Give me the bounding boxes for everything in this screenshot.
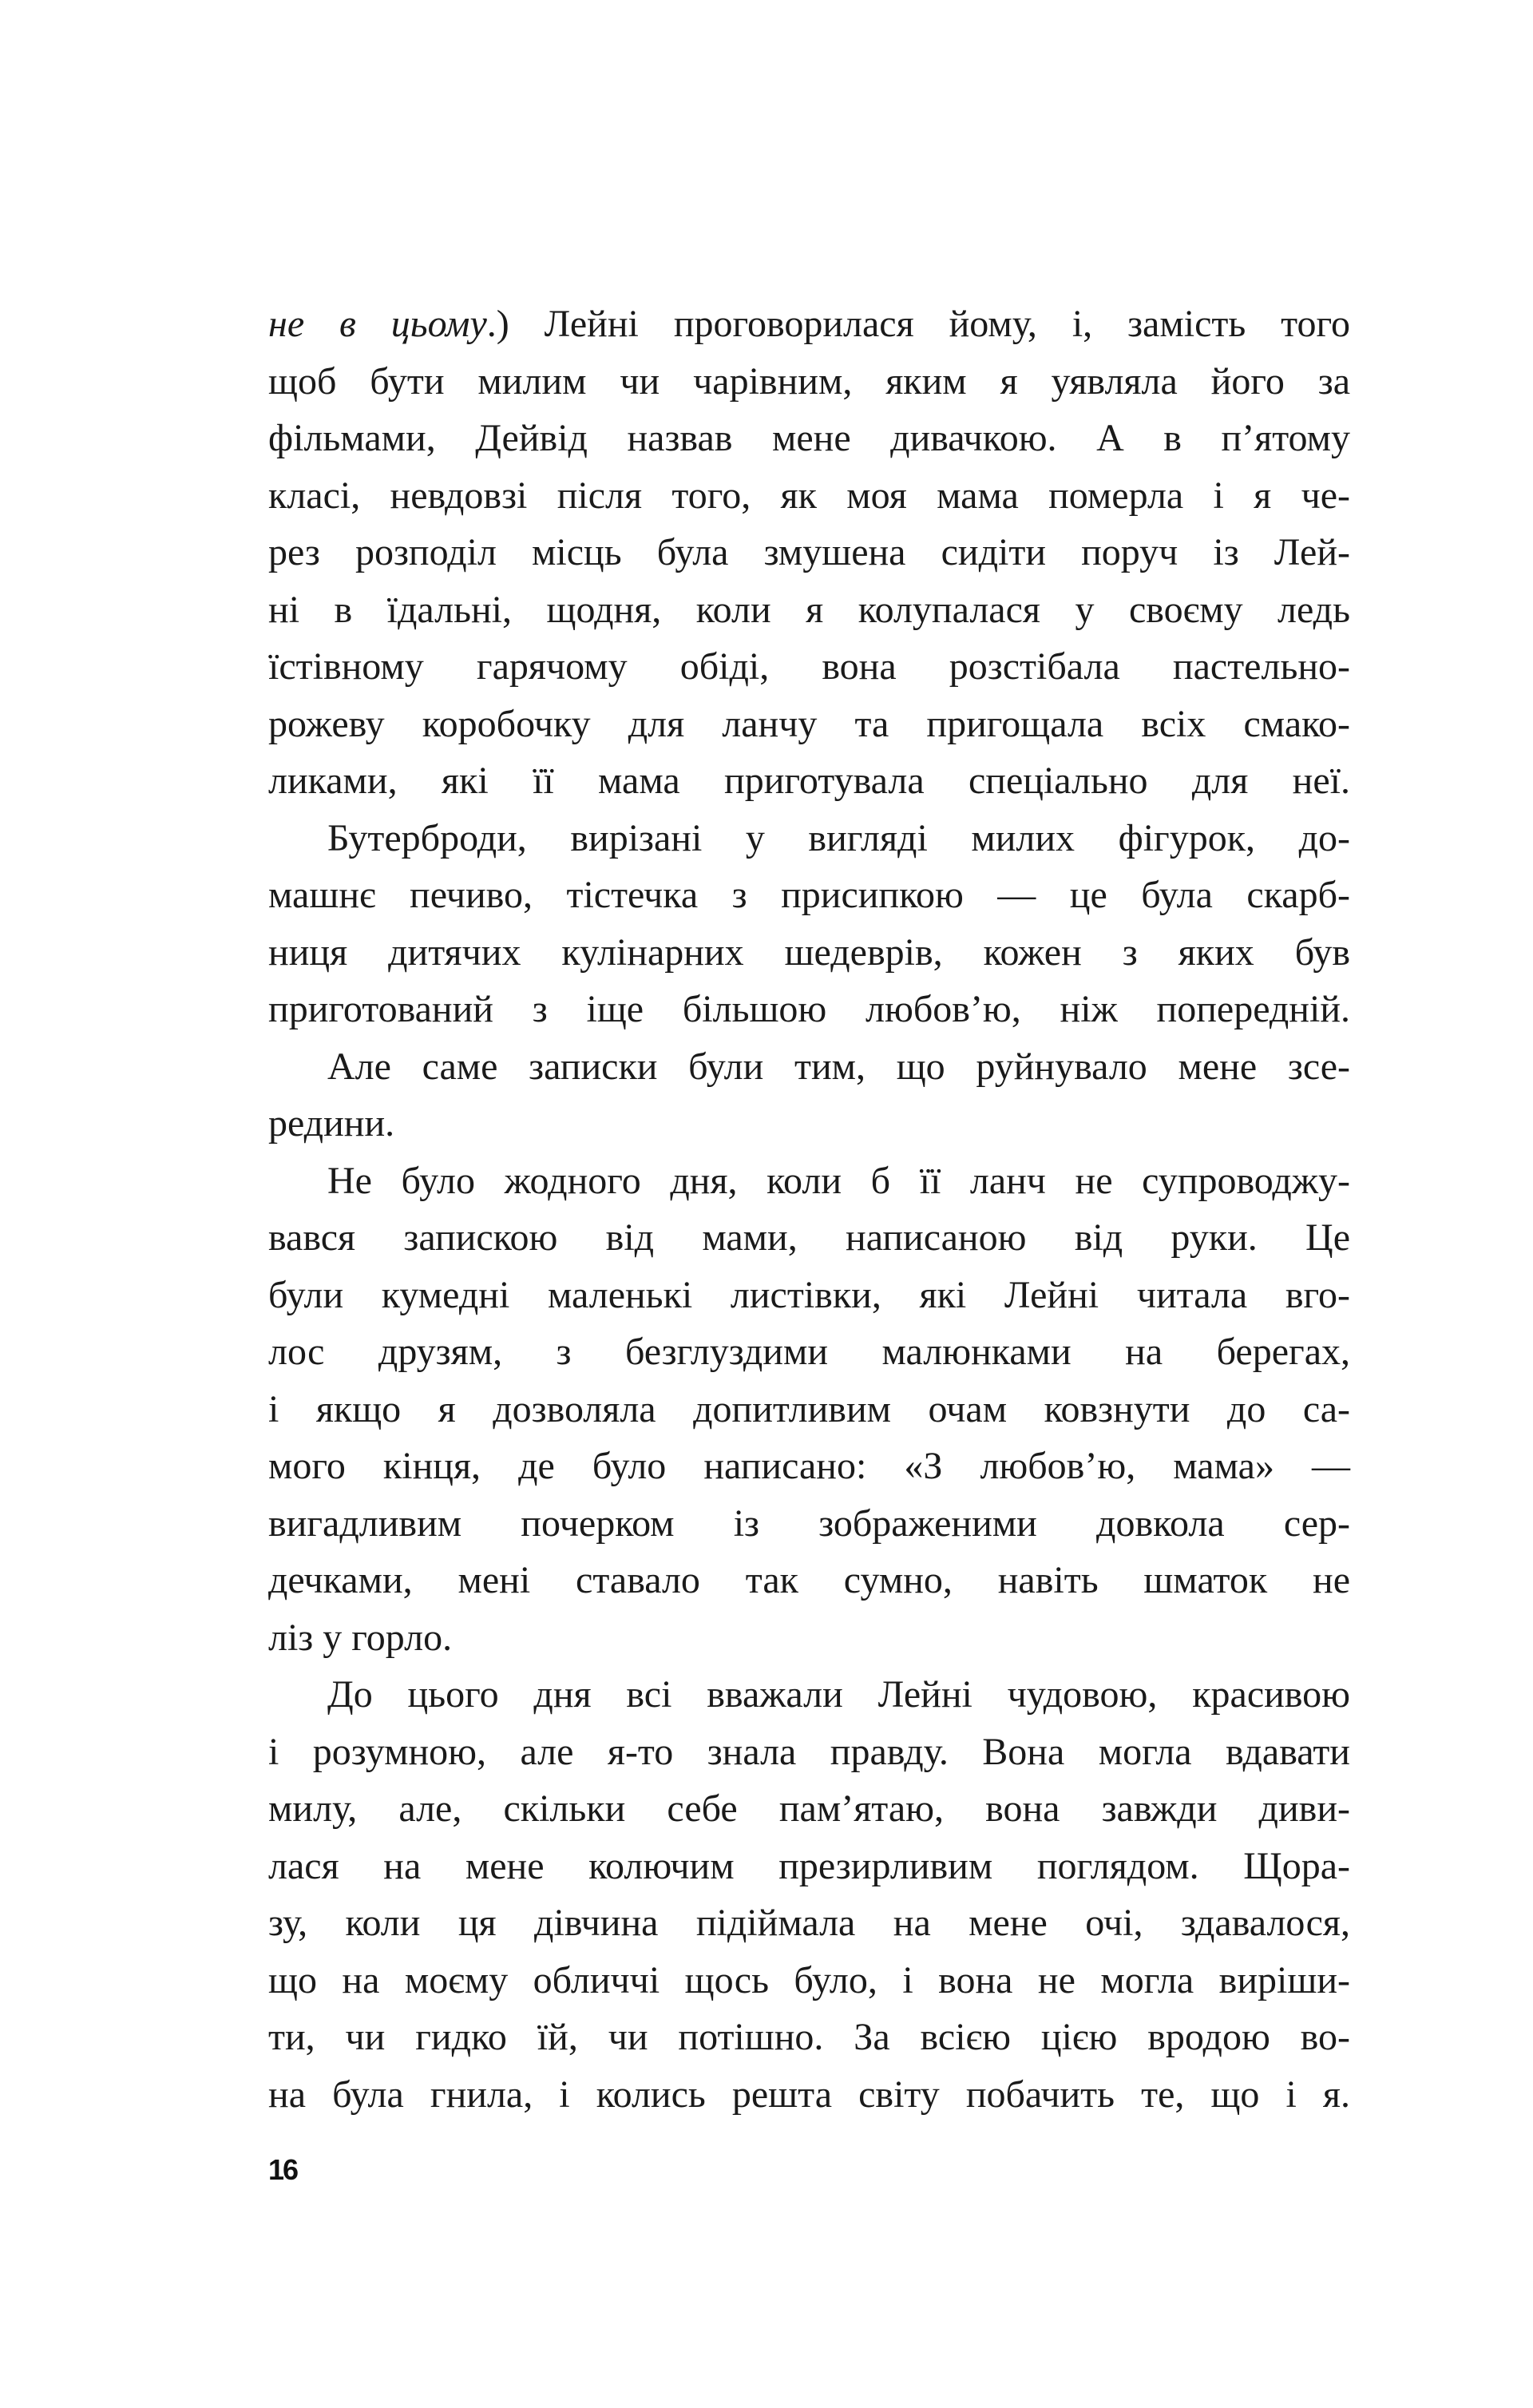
text-line: рожеву коробочку для ланчу та пригощала всіх смако-: [268, 702, 1350, 745]
text-line: машнє печиво, тістечка з присипкою — це була скарб-: [268, 874, 1350, 916]
text-line: мого кінця, де було написано: «З любов’ю, мама» —: [268, 1445, 1350, 1487]
text-line: зу, коли ця дівчина підіймала на мене очі, здавалося,: [268, 1902, 1350, 1944]
page-body-text: [268, 296, 1350, 2123]
text-line: що на моєму обличчі щось було, і вона не могла виріши-: [268, 1958, 1350, 2001]
text-line: були кумедні маленькі листівки, які Лейні читала вго-: [268, 1273, 1350, 1316]
text-line: на була гнила, і колись решта світу побачить те, що і я.: [268, 2073, 1350, 2116]
text-line: дечками, мені ставало так сумно, навіть шматок не: [268, 1559, 1350, 1601]
text-line: вигадливим почерком із зображеними довкола сер-: [268, 1502, 1350, 1545]
text-line: класі, невдовзі після того, як моя мама померла і я че-: [268, 474, 1350, 517]
text-line: лася на мене колючим презирливим поглядом. Щора-: [268, 1844, 1350, 1887]
text-line: і якщо я дозволяла допитливим очам ковзнути до са-: [268, 1387, 1350, 1430]
text-line: ниця дитячих кулінарних шедеврів, кожен з яких був: [268, 930, 1350, 974]
text-line: приготований з іще більшою любов’ю, ніж попередній.: [268, 988, 1350, 1030]
text-line: [268, 296, 1350, 353]
text-line: милу, але, скільки себе пам’ятаю, вона завжди диви-: [268, 1787, 1350, 1830]
page-number: 16: [268, 2153, 298, 2186]
text-line: ликами, які її мама приготувала спеціально для неї.: [268, 760, 1350, 802]
italic-phrase: не в цьому: [268, 303, 487, 345]
paragraph-start-line: Але саме записки були тим, що руйнувало мене зсе-: [327, 1045, 1350, 1088]
paragraph-start-line: Не було жодного дня, коли б її ланч не супроводжу-: [327, 1159, 1350, 1202]
text-line-rest: .) Лейні проговорилася йому, і, замість того: [486, 303, 1351, 345]
paragraph-start-line: Бутерброди, вирізані у вигляді милих фігурок, до-: [327, 816, 1350, 859]
paragraph-start-line: До цього дня всі вважали Лейні чудовою, красивою: [327, 1673, 1350, 1716]
text-line: їстівному гарячому обіді, вона розстібала пастельно-: [268, 645, 1350, 688]
text-line: редини.: [268, 1102, 395, 1144]
text-line: щоб бути милим чи чарівним, яким я уявляла його за: [268, 359, 1350, 403]
text-line: фільмами, Дейвід назвав мене дивачкою. А в п’ятому: [268, 417, 1350, 459]
text-line: ти, чи гидко їй, чи потішно. За всією цією вродою во-: [268, 2016, 1350, 2058]
text-line: і розумною, але я-то знала правду. Вона могла вдавати: [268, 1730, 1350, 1773]
text-line: ліз у горло.: [268, 1616, 453, 1659]
text-line: ні в їдальні, щодня, коли я колупалася у своєму ледь: [268, 588, 1350, 631]
text-line: лос друзям, з безглуздими малюнками на берегах,: [268, 1331, 1350, 1373]
text-line: вався запискою від мами, написаною від руки. Це: [268, 1216, 1350, 1259]
text-line: рез розподіл місць була змушена сидіти поруч із Лей-: [268, 531, 1350, 573]
